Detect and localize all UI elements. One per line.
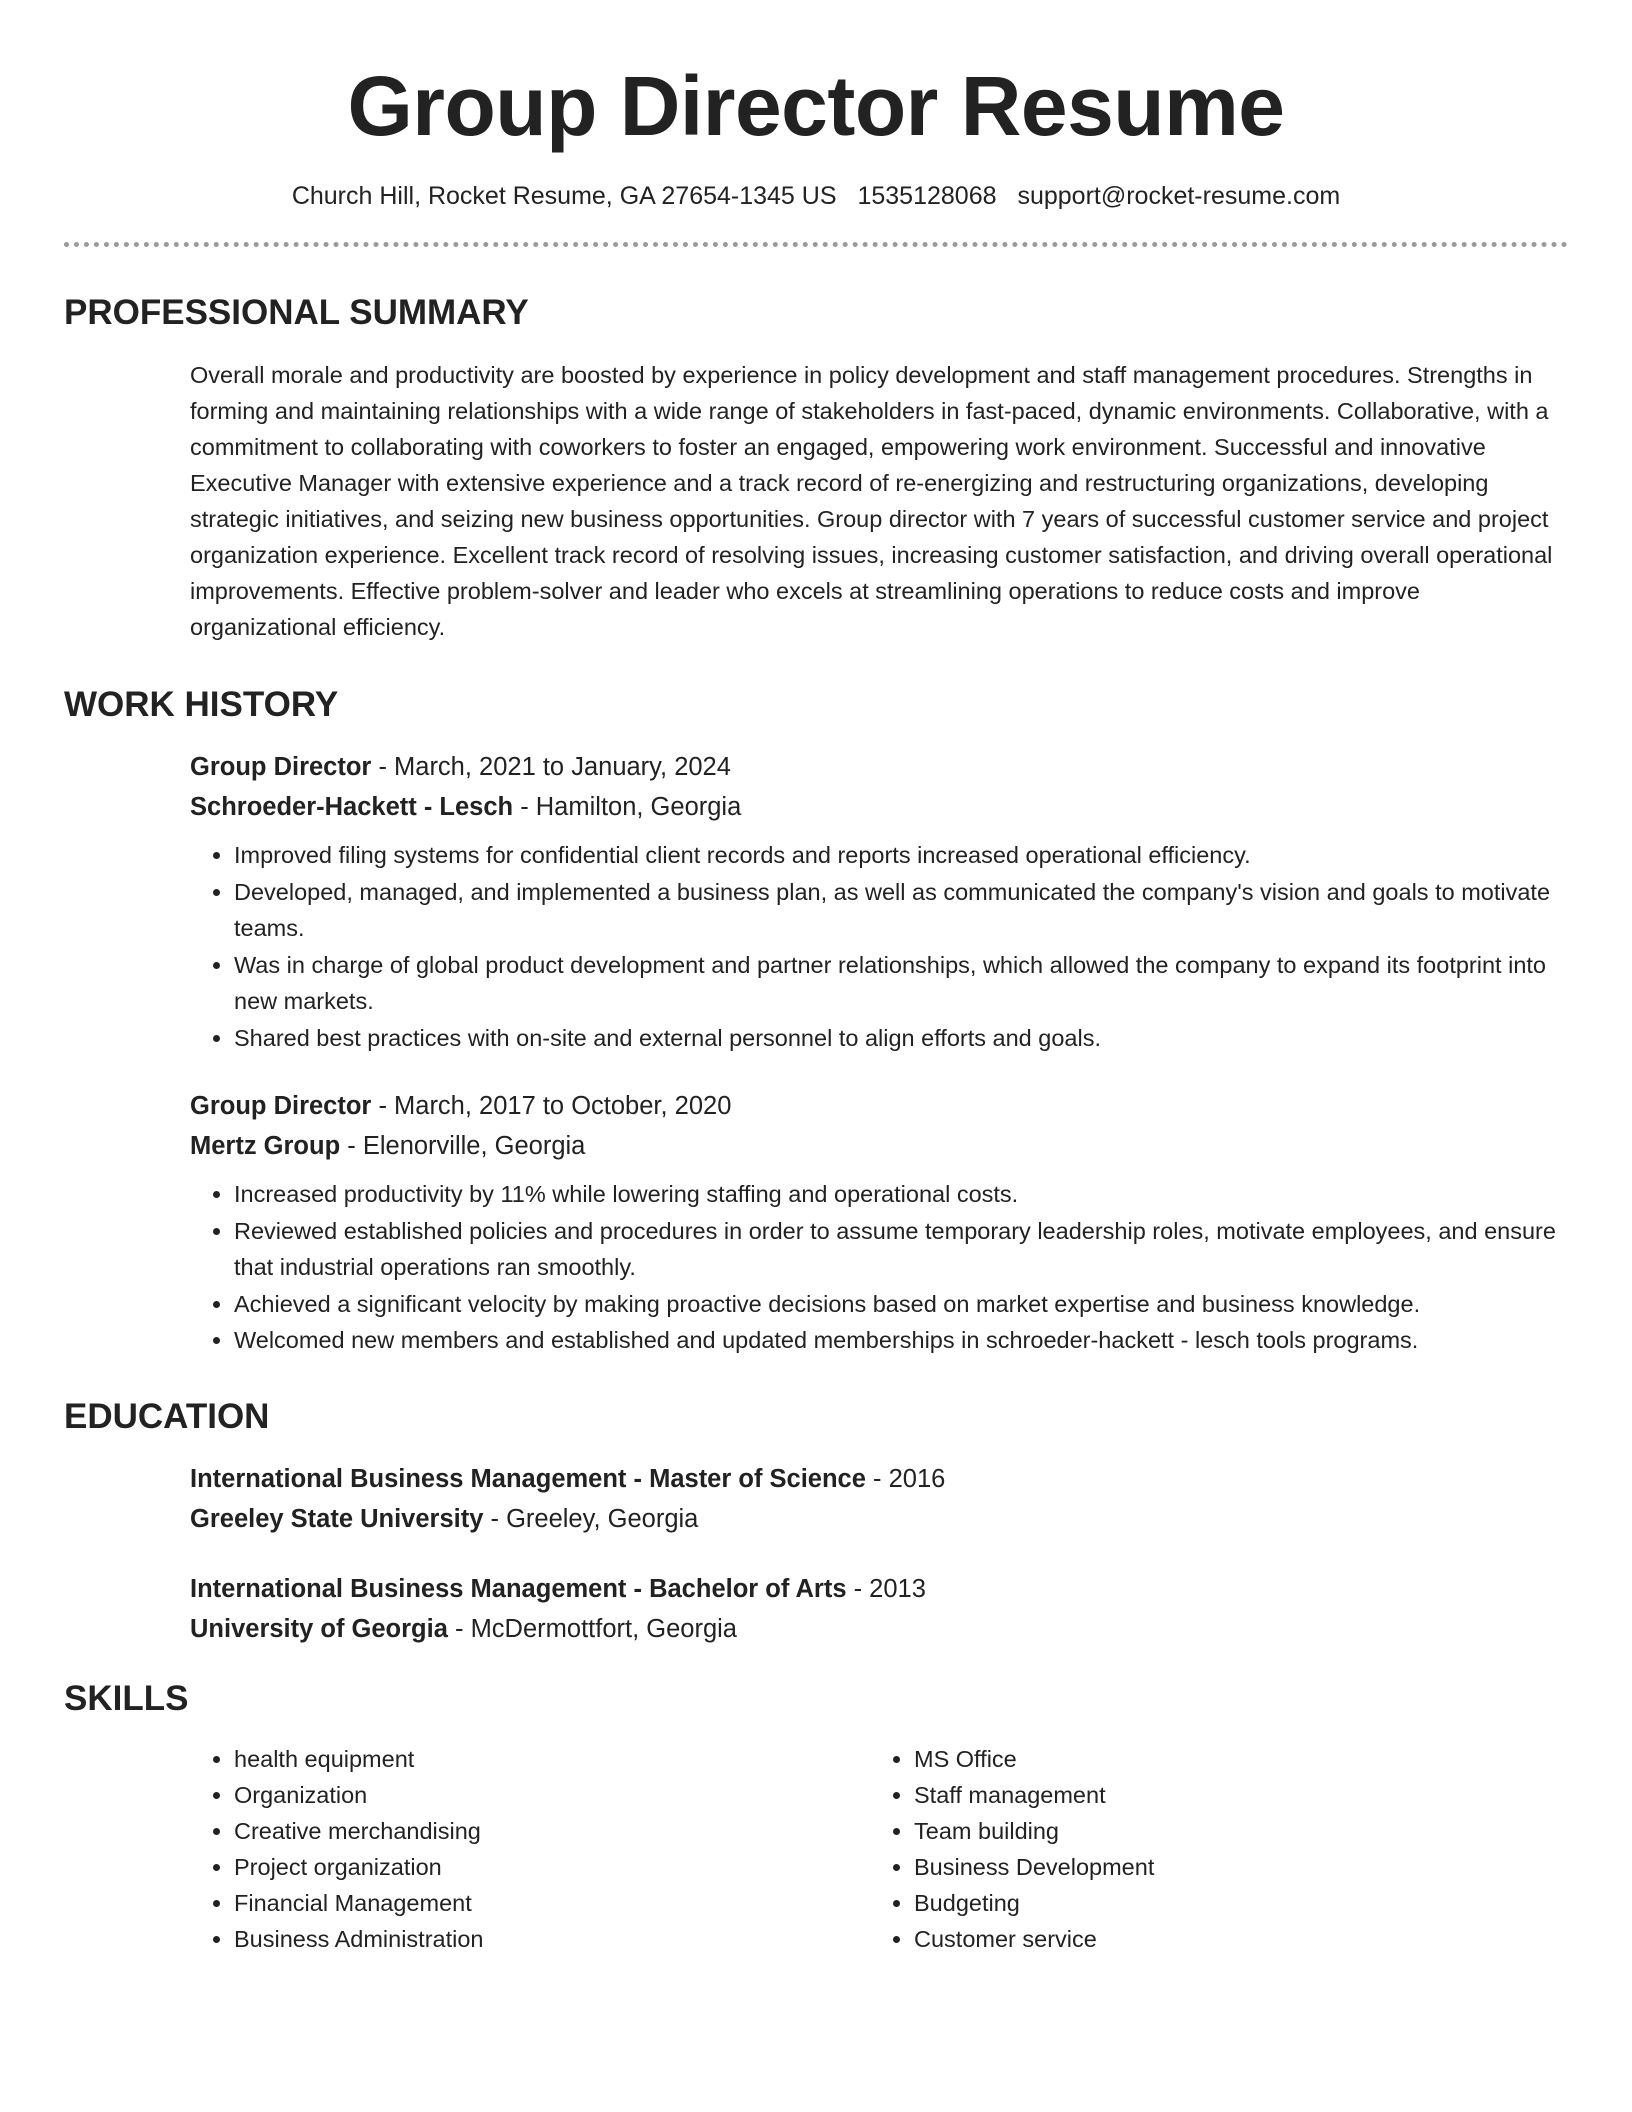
education-year: - 2013 (846, 1574, 926, 1603)
job-bullet: • Improved filing systems for confidential client records and reports increased operational efficiency. (234, 837, 1568, 874)
job-bullets (190, 837, 1568, 1056)
job-bullet: • Developed, managed, and implemented a business plan, as well as communicated the company's vision and goals to motivate teams. (234, 874, 1568, 947)
contact-email: support@rocket-resume.com (1017, 182, 1341, 210)
resume-page (64, 0, 1568, 1957)
education-heading: EDUCATION (64, 1396, 270, 1436)
contact-address: Church Hill, Rocket Resume, GA 27654-1345 US (291, 182, 837, 210)
job-entry (190, 747, 1568, 1056)
job-title-line (190, 747, 1568, 787)
job-company: Mertz Group (190, 1132, 341, 1160)
work-history-heading: WORK HISTORY (64, 685, 339, 724)
job-bullets (190, 1176, 1568, 1359)
skill-item: • Organization (234, 1777, 870, 1813)
job-location: - Elenorville, Georgia (340, 1132, 586, 1160)
job-bullet: • Reviewed established policies and procedures in order to assume temporary leadership roles, motivate employees, and ensure that industrial operations ran smoothly. (234, 1213, 1568, 1286)
education-degree: International Business Management - Bachelor of Arts (190, 1574, 847, 1603)
skill-item: • Staff management (914, 1777, 1550, 1813)
page-title: Group Director Resume (347, 59, 1285, 153)
job-title: Group Director (190, 753, 372, 781)
skill-item: • Team building (914, 1813, 1550, 1849)
job-bullet: • Shared best practices with on-site and external personnel to align efforts and goals. (234, 1020, 1568, 1057)
job-title-line (190, 1086, 1568, 1126)
education-year: - 2016 (865, 1464, 946, 1493)
header-divider (64, 242, 1568, 247)
job-location: - Hamilton, Georgia (513, 793, 742, 821)
contact-line (64, 180, 1568, 212)
skill-item: • health equipment (234, 1741, 870, 1777)
skill-item: • MS Office (914, 1741, 1550, 1777)
skill-item: • Financial Management (234, 1885, 870, 1921)
summary-heading: PROFESSIONAL SUMMARY (64, 293, 529, 332)
education-degree: International Business Management - Master of Science (190, 1464, 866, 1493)
education-entry (190, 1569, 1568, 1649)
job-title: Group Director (190, 1092, 372, 1120)
education-school: University of Georgia (190, 1614, 448, 1643)
contact-phone: 1535128068 (857, 182, 997, 210)
summary-text: Overall morale and productivity are boosted by experience in policy development and staff management procedures. Strengths in forming and maintaining relationships with a wide range of stakeholders in fast-paced, dynamic environments. Collaborative, with a commitment to collaborating with coworkers to foster an engaged, empowering work environment. Successful and innovative Executive Manager with extensive experience and a track record of re-energizing and restructuring organizations, developing strategic initiatives, and seizing new business opportunities. Group director with 7 years of successful customer service and project organization experience. Excellent track record of resolving issues, increasing customer satisfaction, and driving overall operational improvements. Effective problem-solver and leader who excels at streamlining operations to reduce costs and improve organizational efficiency. (190, 362, 1553, 640)
skill-item: • Business Administration (234, 1921, 870, 1957)
job-dates: - March, 2021 to January, 2024 (371, 753, 731, 781)
job-bullet: • Achieved a significant velocity by making proactive decisions based on market expertise and business knowledge. (234, 1286, 1568, 1323)
job-company-line (190, 1126, 1568, 1166)
skills-list-left (190, 1741, 870, 1957)
education-degree-line (190, 1569, 1568, 1609)
skill-item: • Business Development (914, 1849, 1550, 1885)
skills-heading: SKILLS (64, 1678, 189, 1718)
job-company-line (190, 787, 1568, 827)
job-bullet: • Welcomed new members and established and updated memberships in schroeder-hackett - lesch tools programs. (234, 1322, 1568, 1359)
job-entry (190, 1086, 1568, 1359)
skill-item: • Budgeting (914, 1885, 1550, 1921)
job-company: Schroeder-Hackett - Lesch (190, 793, 514, 821)
job-bullet: • Was in charge of global product development and partner relationships, which allowed the company to expand its footprint into new markets. (234, 947, 1568, 1020)
education-entry (190, 1459, 1568, 1539)
education-school-line (190, 1499, 1568, 1539)
skill-item: • Creative merchandising (234, 1813, 870, 1849)
skills-columns (190, 1741, 1568, 1957)
education-school-line (190, 1609, 1568, 1649)
education-location: - Greeley, Georgia (483, 1504, 699, 1533)
skill-item: • Customer service (914, 1921, 1550, 1957)
education-school: Greeley State University (190, 1504, 484, 1533)
education-location: - McDermottfort, Georgia (447, 1614, 737, 1643)
education-degree-line (190, 1459, 1568, 1499)
job-bullet: • Increased productivity by 11% while lowering staffing and operational costs. (234, 1176, 1568, 1213)
skill-item: • Project organization (234, 1849, 870, 1885)
job-dates: - March, 2017 to October, 2020 (371, 1092, 732, 1120)
skills-list-right (870, 1741, 1550, 1957)
